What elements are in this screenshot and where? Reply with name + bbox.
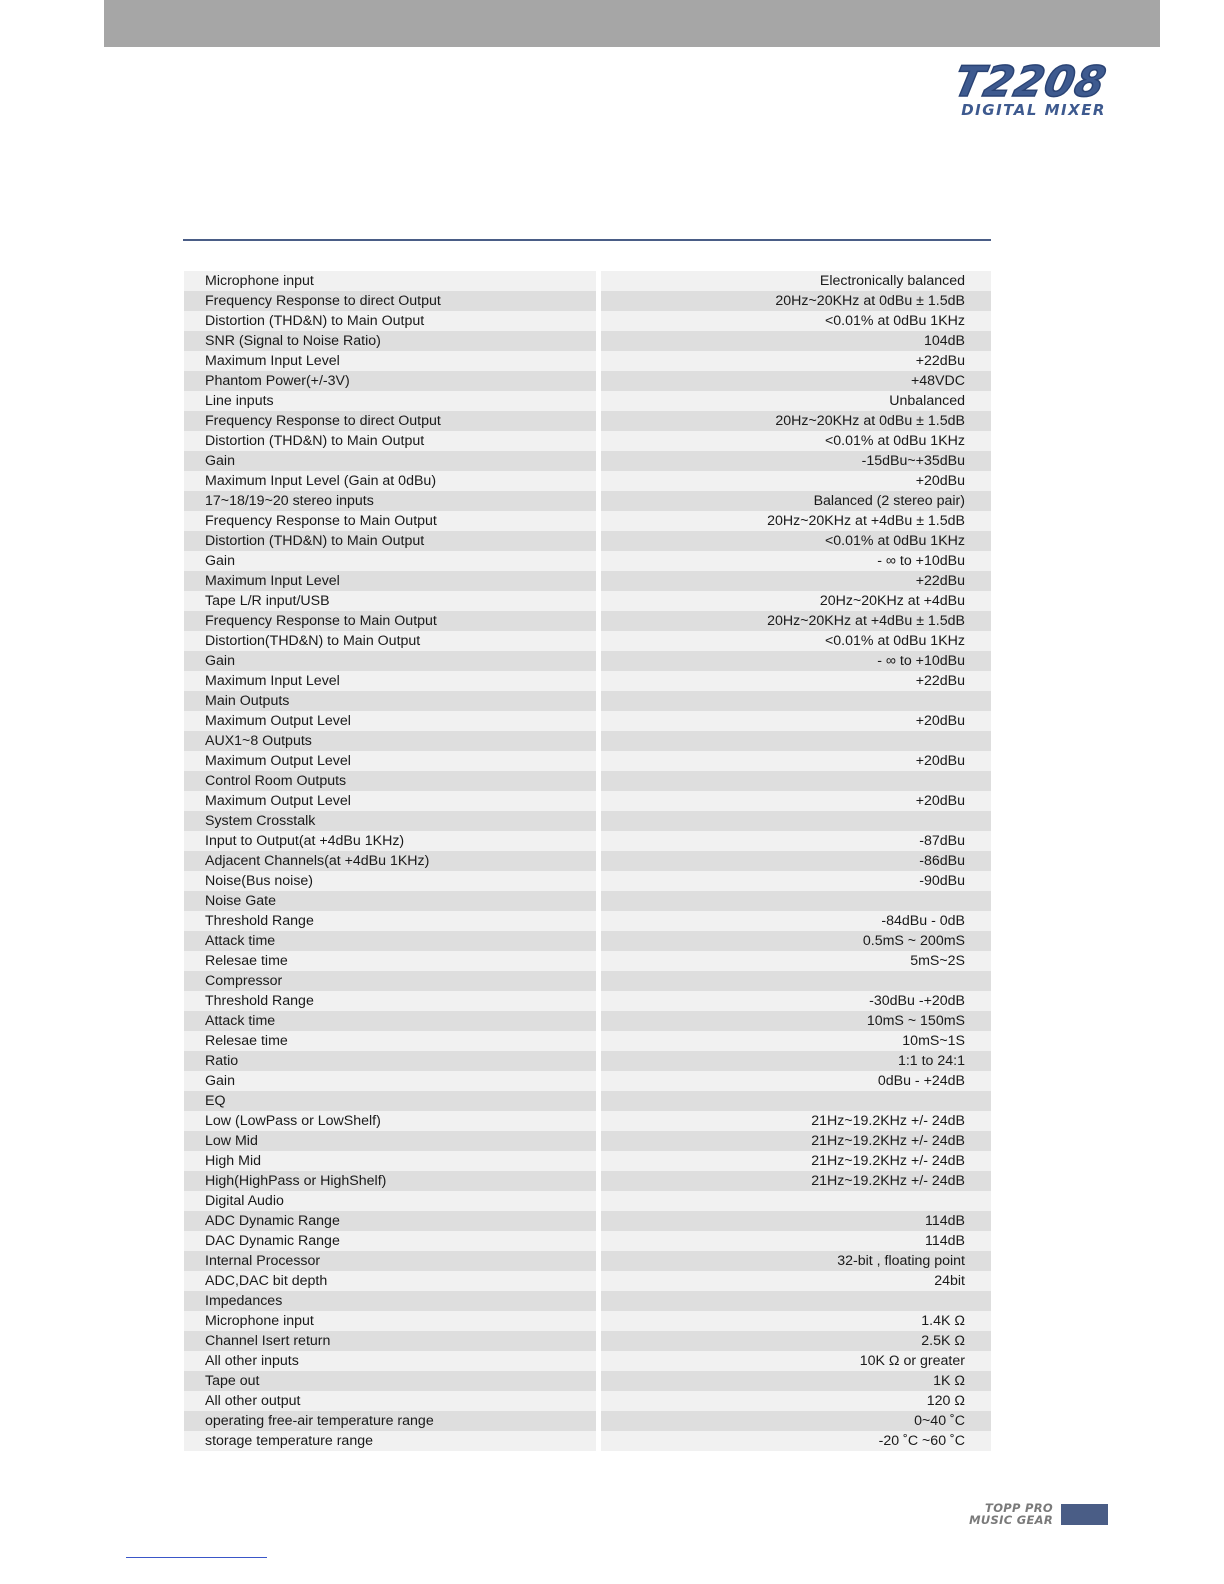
logo-model: T2208 (950, 57, 1112, 106)
spec-value: 114dB (601, 1211, 991, 1231)
spec-label: Frequency Response to Main Output (184, 611, 596, 631)
spec-row (184, 1111, 991, 1131)
spec-label: Attack time (184, 931, 596, 951)
spec-label: Maximum Input Level (184, 671, 596, 691)
spec-row (184, 1391, 991, 1411)
spec-label: All other inputs (184, 1351, 596, 1371)
spec-label: Frequency Response to direct Output (184, 291, 596, 311)
spec-value: <0.01% at 0dBu 1KHz (601, 531, 991, 551)
spec-row (184, 1271, 991, 1291)
spec-value: 21Hz~19.2KHz +/- 24dB (601, 1151, 991, 1171)
spec-label: EQ (184, 1091, 596, 1111)
spec-row (184, 1031, 991, 1051)
spec-value: 1:1 to 24:1 (601, 1051, 991, 1071)
spec-value: 0~40 ˚C (601, 1411, 991, 1431)
spec-label: Threshold Range (184, 991, 596, 1011)
spec-label: Noise(Bus noise) (184, 871, 596, 891)
spec-row (184, 1191, 991, 1211)
spec-row (184, 291, 991, 311)
spec-value: 24bit (601, 1271, 991, 1291)
spec-value: <0.01% at 0dBu 1KHz (601, 311, 991, 331)
spec-value: 20Hz~20KHz at +4dBu (601, 591, 991, 611)
spec-label: SNR (Signal to Noise Ratio) (184, 331, 596, 351)
spec-label: All other output (184, 1391, 596, 1411)
spec-label: Threshold Range (184, 911, 596, 931)
product-logo (950, 57, 1112, 119)
spec-value: 20Hz~20KHz at 0dBu ± 1.5dB (601, 411, 991, 431)
spec-value: -15dBu~+35dBu (601, 451, 991, 471)
spec-label: Attack time (184, 1011, 596, 1031)
spec-value: -30dBu -+20dB (601, 991, 991, 1011)
spec-label: operating free-air temperature range (184, 1411, 596, 1431)
spec-value: +48VDC (601, 371, 991, 391)
spec-value: 0.5mS ~ 200mS (601, 931, 991, 951)
logo-subtitle: DIGITAL MIXER (961, 101, 1106, 119)
spec-value: +20dBu (601, 711, 991, 731)
spec-value: 20Hz~20KHz at 0dBu ± 1.5dB (601, 291, 991, 311)
spec-row (184, 791, 991, 811)
spec-row (184, 311, 991, 331)
spec-label: Digital Audio (184, 1191, 596, 1211)
spec-label: Frequency Response to Main Output (184, 511, 596, 531)
spec-value: -90dBu (601, 871, 991, 891)
spec-row (184, 431, 991, 451)
spec-row (184, 611, 991, 631)
spec-label: AUX1~8 Outputs (184, 731, 596, 751)
spec-label: System Crosstalk (184, 811, 596, 831)
spec-row (184, 1131, 991, 1151)
spec-row (184, 851, 991, 871)
spec-value: 104dB (601, 331, 991, 351)
spec-label: Low (LowPass or LowShelf) (184, 1111, 596, 1131)
spec-label: Tape out (184, 1371, 596, 1391)
spec-value: +22dBu (601, 351, 991, 371)
spec-label: Ratio (184, 1051, 596, 1071)
spec-label: Input to Output(at +4dBu 1KHz) (184, 831, 596, 851)
spec-row (184, 1311, 991, 1331)
spec-value (601, 691, 991, 711)
spec-label: Maximum Output Level (184, 791, 596, 811)
spec-row (184, 531, 991, 551)
spec-label: Microphone input (184, 1311, 596, 1331)
spec-row (184, 1171, 991, 1191)
spec-value: 20Hz~20KHz at +4dBu ± 1.5dB (601, 611, 991, 631)
spec-value (601, 891, 991, 911)
spec-row (184, 591, 991, 611)
spec-row (184, 991, 991, 1011)
spec-label: Internal Processor (184, 1251, 596, 1271)
spec-row (184, 1071, 991, 1091)
spec-value (601, 1091, 991, 1111)
spec-row (184, 811, 991, 831)
spec-value (601, 971, 991, 991)
spec-row (184, 1331, 991, 1351)
spec-row (184, 1411, 991, 1431)
spec-label: Channel Isert return (184, 1331, 596, 1351)
spec-row (184, 491, 991, 511)
spec-label: Adjacent Channels(at +4dBu 1KHz) (184, 851, 596, 871)
spec-value: +22dBu (601, 671, 991, 691)
spec-value: 2.5K Ω (601, 1331, 991, 1351)
spec-row (184, 691, 991, 711)
spec-row (184, 271, 991, 291)
spec-row (184, 451, 991, 471)
spec-row (184, 971, 991, 991)
spec-row (184, 571, 991, 591)
spec-row (184, 1351, 991, 1371)
spec-label: Distortion(THD&N) to Main Output (184, 631, 596, 651)
spec-value: 1.4K Ω (601, 1311, 991, 1331)
brand-line-1: TOPP PRO (985, 1501, 1053, 1515)
spec-label: Maximum Output Level (184, 751, 596, 771)
spec-value: 21Hz~19.2KHz +/- 24dB (601, 1111, 991, 1131)
spec-row (184, 371, 991, 391)
spec-label: ADC,DAC bit depth (184, 1271, 596, 1291)
brand-logo (960, 1502, 1053, 1526)
spec-value (601, 1191, 991, 1211)
spec-value: Electronically balanced (601, 271, 991, 291)
spec-label: Distortion (THD&N) to Main Output (184, 311, 596, 331)
spec-label: Distortion (THD&N) to Main Output (184, 531, 596, 551)
spec-label: Gain (184, 1071, 596, 1091)
spec-value (601, 731, 991, 751)
spec-label: Gain (184, 551, 596, 571)
spec-row (184, 331, 991, 351)
spec-row (184, 711, 991, 731)
spec-row (184, 671, 991, 691)
spec-row (184, 651, 991, 671)
spec-row (184, 751, 991, 771)
spec-value: -84dBu - 0dB (601, 911, 991, 931)
spec-label: Maximum Output Level (184, 711, 596, 731)
spec-value: Unbalanced (601, 391, 991, 411)
spec-label: Line inputs (184, 391, 596, 411)
spec-label: Impedances (184, 1291, 596, 1311)
spec-value (601, 1291, 991, 1311)
spec-value (601, 811, 991, 831)
spec-row (184, 391, 991, 411)
spec-value: 5mS~2S (601, 951, 991, 971)
spec-row (184, 871, 991, 891)
spec-value: -87dBu (601, 831, 991, 851)
spec-label: High(HighPass or HighShelf) (184, 1171, 596, 1191)
spec-row (184, 1011, 991, 1031)
spec-value: 32-bit , floating point (601, 1251, 991, 1271)
spec-row (184, 471, 991, 491)
spec-row (184, 1211, 991, 1231)
spec-row (184, 631, 991, 651)
spec-label: Low Mid (184, 1131, 596, 1151)
spec-label: Compressor (184, 971, 596, 991)
spec-label: Relesae time (184, 951, 596, 971)
spec-label: ADC Dynamic Range (184, 1211, 596, 1231)
spec-value: -86dBu (601, 851, 991, 871)
spec-label: Frequency Response to direct Output (184, 411, 596, 431)
spec-value: 0dBu - +24dB (601, 1071, 991, 1091)
section-divider (183, 239, 991, 241)
spec-value: 21Hz~19.2KHz +/- 24dB (601, 1131, 991, 1151)
spec-label: Relesae time (184, 1031, 596, 1051)
spec-row (184, 891, 991, 911)
spec-row (184, 831, 991, 851)
spec-row (184, 1231, 991, 1251)
spec-row (184, 1291, 991, 1311)
spec-value: 21Hz~19.2KHz +/- 24dB (601, 1171, 991, 1191)
spec-table (184, 271, 991, 1451)
spec-value: 1K Ω (601, 1371, 991, 1391)
spec-value: - ∞ to +10dBu (601, 651, 991, 671)
spec-row (184, 1371, 991, 1391)
spec-value: +20dBu (601, 791, 991, 811)
spec-value: <0.01% at 0dBu 1KHz (601, 631, 991, 651)
spec-value: Balanced (2 stereo pair) (601, 491, 991, 511)
spec-value: 10mS ~ 150mS (601, 1011, 991, 1031)
spec-label: Microphone input (184, 271, 596, 291)
spec-value: 10K Ω or greater (601, 1351, 991, 1371)
spec-value: +22dBu (601, 571, 991, 591)
footer-rule (126, 1557, 267, 1558)
page-number-box (1061, 1504, 1108, 1525)
spec-row (184, 511, 991, 531)
spec-value: +20dBu (601, 471, 991, 491)
spec-label: Distortion (THD&N) to Main Output (184, 431, 596, 451)
spec-row (184, 931, 991, 951)
spec-label: Maximum Input Level (184, 351, 596, 371)
spec-value: 114dB (601, 1231, 991, 1251)
spec-label: Maximum Input Level (184, 571, 596, 591)
spec-value: 10mS~1S (601, 1031, 991, 1051)
spec-label: Noise Gate (184, 891, 596, 911)
header-bar (104, 0, 1160, 47)
spec-label: Phantom Power(+/-3V) (184, 371, 596, 391)
spec-label: 17~18/19~20 stereo inputs (184, 491, 596, 511)
spec-label: High Mid (184, 1151, 596, 1171)
spec-label: Main Outputs (184, 691, 596, 711)
spec-row (184, 771, 991, 791)
brand-line-2: MUSIC GEAR (969, 1513, 1053, 1527)
spec-value: 20Hz~20KHz at +4dBu ± 1.5dB (601, 511, 991, 531)
spec-row (184, 551, 991, 571)
spec-row (184, 951, 991, 971)
spec-value: -20 ˚C ~60 ˚C (601, 1431, 991, 1451)
spec-row (184, 911, 991, 931)
spec-value: <0.01% at 0dBu 1KHz (601, 431, 991, 451)
spec-row (184, 731, 991, 751)
spec-row (184, 351, 991, 371)
spec-value (601, 771, 991, 791)
spec-value: +20dBu (601, 751, 991, 771)
spec-label: storage temperature range (184, 1431, 596, 1451)
spec-row (184, 1431, 991, 1451)
spec-label: DAC Dynamic Range (184, 1231, 596, 1251)
spec-label: Maximum Input Level (Gain at 0dBu) (184, 471, 596, 491)
spec-row (184, 411, 991, 431)
spec-row (184, 1051, 991, 1071)
spec-label: Gain (184, 451, 596, 471)
spec-row (184, 1151, 991, 1171)
spec-value: 120 Ω (601, 1391, 991, 1411)
spec-label: Gain (184, 651, 596, 671)
spec-label: Control Room Outputs (184, 771, 596, 791)
spec-value: - ∞ to +10dBu (601, 551, 991, 571)
spec-row (184, 1251, 991, 1271)
spec-label: Tape L/R input/USB (184, 591, 596, 611)
spec-row (184, 1091, 991, 1111)
